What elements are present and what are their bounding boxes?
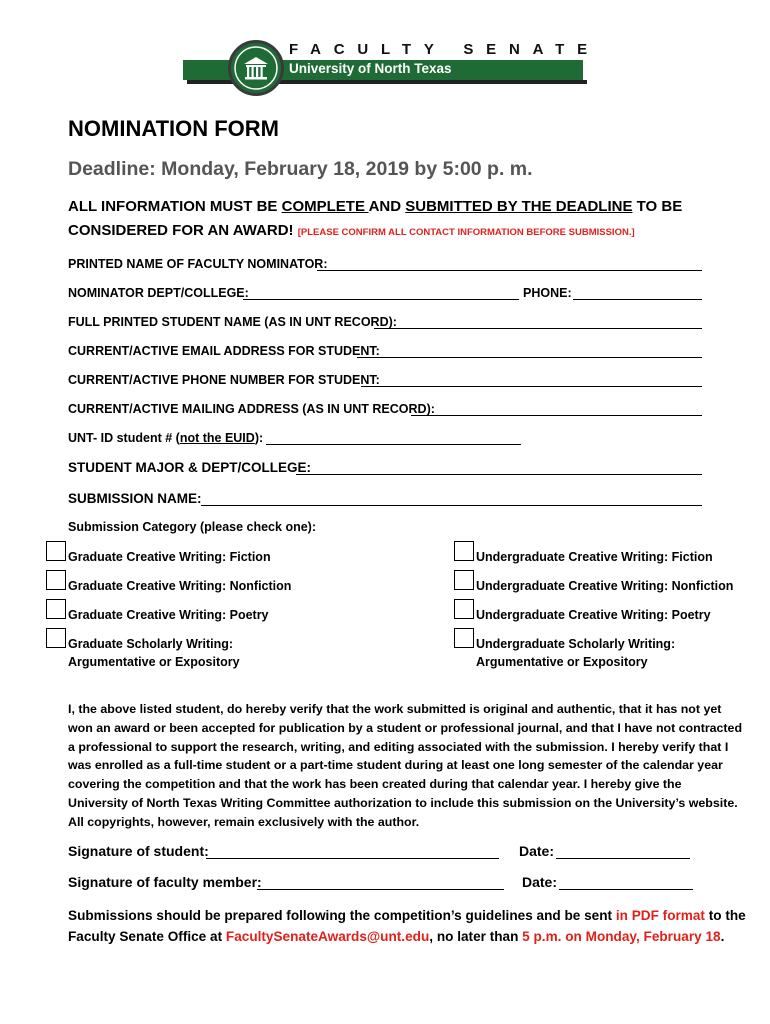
statement-line: covering the competition and that the work has been created during that calendar year. I hereby give the [68, 777, 682, 792]
checkbox-undergrad-poetry[interactable] [454, 599, 474, 619]
nominator-dept-field[interactable] [243, 299, 519, 300]
option-grad-scholarly-line1: Graduate Scholarly Writing: [68, 637, 234, 651]
header-logo [183, 40, 600, 100]
date-student-field[interactable] [556, 858, 690, 859]
unt-id-not-euid: not the EUID [179, 431, 255, 445]
form-title: NOMINATION FORM [68, 116, 280, 141]
date-faculty-field[interactable] [559, 889, 693, 890]
statement-line: University of North Texas Writing Committee authorization to include this submission on the University’s website. [68, 795, 738, 810]
label-student-name: FULL PRINTED STUDENT NAME (AS IN UNT RECORD): [68, 315, 397, 329]
label-nominator-name: PRINTED NAME OF FACULTY NOMINATOR: [68, 257, 328, 271]
label-date-faculty: Date: [522, 874, 558, 890]
instructions-text-2: to the [704, 908, 746, 923]
notice-text-2: AND [368, 198, 406, 215]
option-grad-scholarly-line2: Argumentative or Expository [68, 655, 240, 669]
option-grad-fiction: Graduate Creative Writing: Fiction [68, 550, 271, 564]
instructions-line-2 [68, 926, 746, 947]
statement-line: a professional to support the research, writing, and editing associated with the submission. I hereby verify that I [68, 739, 729, 754]
major-field[interactable] [296, 474, 702, 475]
option-undergrad-poetry: Undergraduate Creative Writing: Poetry [476, 608, 711, 622]
nominator-name-field[interactable] [317, 270, 702, 271]
notice-line-2 [68, 222, 635, 239]
label-student-email: CURRENT/ACTIVE EMAIL ADDRESS FOR STUDENT: [68, 344, 380, 358]
verification-statement [68, 700, 748, 832]
checkbox-undergrad-scholarly[interactable] [454, 628, 474, 648]
instructions-pdf-format: in PDF format [615, 908, 705, 923]
senate-email-link[interactable]: FacultySenateAwards@unt.edu [225, 929, 430, 944]
unt-id-field[interactable] [266, 444, 521, 445]
submission-name-field[interactable] [201, 505, 702, 506]
deadline-heading: Deadline: Monday, February 18, 2019 by 5:00 p. m. [68, 158, 533, 180]
statement-line: was enrolled as a full-time student or a part-time student during at least one long semester of the calendar year [68, 758, 723, 773]
checkbox-grad-fiction[interactable] [46, 541, 66, 561]
option-undergrad-scholarly-line2: Argumentative or Expository [476, 655, 648, 669]
label-major: STUDENT MAJOR & DEPT/COLLEGE: [68, 460, 312, 475]
instructions-text-3: Faculty Senate Office at [68, 929, 226, 944]
university-seal-icon [228, 40, 284, 96]
option-grad-nonfiction: Graduate Creative Writing: Nonfiction [68, 579, 292, 593]
statement-line: I, the above listed student, do hereby verify that the work submitted is original and authentic, that it has not yet [68, 702, 722, 716]
notice-considered: CONSIDERED FOR AN AWARD! [68, 222, 294, 239]
label-mailing-address: CURRENT/ACTIVE MAILING ADDRESS (AS IN UNT RECORD): [68, 402, 435, 416]
checkbox-grad-poetry[interactable] [46, 599, 66, 619]
student-email-field[interactable] [357, 357, 702, 358]
label-unt-id [68, 431, 263, 445]
option-undergrad-nonfiction: Undergraduate Creative Writing: Nonfiction [476, 579, 734, 593]
mailing-address-field[interactable] [411, 415, 702, 416]
label-date-student: Date: [519, 843, 555, 859]
option-grad-poetry: Graduate Creative Writing: Poetry [68, 608, 269, 622]
notice-red-note: [PLEASE CONFIRM ALL CONTACT INFORMATION BEFORE SUBMISSION.] [297, 227, 635, 238]
checkbox-grad-nonfiction[interactable] [46, 570, 66, 590]
label-signature-faculty: Signature of faculty member: [68, 874, 262, 890]
unt-id-prefix: UNT- ID student # ( [68, 431, 180, 445]
submission-instructions [68, 905, 746, 947]
signature-student-field[interactable] [206, 858, 499, 859]
student-name-field[interactable] [374, 328, 702, 329]
notice-submitted: SUBMITTED BY THE DEADLINE [405, 198, 633, 215]
instructions-text-1: Submissions should be prepared following the competition’s guidelines and be sent [68, 908, 616, 923]
notice-complete: COMPLETE [281, 198, 369, 215]
notice-text-1: ALL INFORMATION MUST BE [68, 198, 282, 215]
label-student-phone: CURRENT/ACTIVE PHONE NUMBER FOR STUDENT: [68, 373, 380, 387]
instructions-text-5: . [720, 929, 725, 944]
notice-text-3: TO BE [632, 198, 683, 215]
category-heading: Submission Category (please check one): [68, 520, 316, 534]
label-submission-name: SUBMISSION NAME: [68, 491, 202, 506]
option-undergrad-scholarly [476, 635, 675, 671]
statement-line: All copyrights, however, remain exclusively with the author. [68, 814, 420, 829]
label-nominator-dept: NOMINATOR DEPT/COLLEGE: [68, 286, 249, 300]
signature-faculty-field[interactable] [257, 889, 504, 890]
instructions-text-4: , no later than [429, 929, 523, 944]
option-undergrad-scholarly-line1: Undergraduate Scholarly Writing: [476, 637, 676, 651]
option-grad-scholarly [68, 635, 240, 671]
checkbox-undergrad-fiction[interactable] [454, 541, 474, 561]
phone-field[interactable] [573, 299, 702, 300]
instructions-deadline: 5 p.m. on Monday, February 18 [522, 929, 721, 944]
faculty-senate-title: FACULTY SENATE [289, 41, 600, 58]
checkbox-undergrad-nonfiction[interactable] [454, 570, 474, 590]
instructions-line-1 [68, 905, 746, 926]
unt-id-suffix: ): [254, 431, 264, 445]
student-phone-field[interactable] [361, 386, 702, 387]
label-signature-student: Signature of student: [68, 843, 209, 859]
notice-line-1 [68, 198, 682, 215]
statement-line: won an award or been accepted for publication by a student or professional journal, and that I have not contracted [68, 720, 743, 735]
university-name: University of North Texas [289, 61, 452, 76]
checkbox-grad-scholarly[interactable] [46, 628, 66, 648]
option-undergrad-fiction: Undergraduate Creative Writing: Fiction [476, 550, 713, 564]
label-phone: PHONE: [523, 286, 572, 300]
